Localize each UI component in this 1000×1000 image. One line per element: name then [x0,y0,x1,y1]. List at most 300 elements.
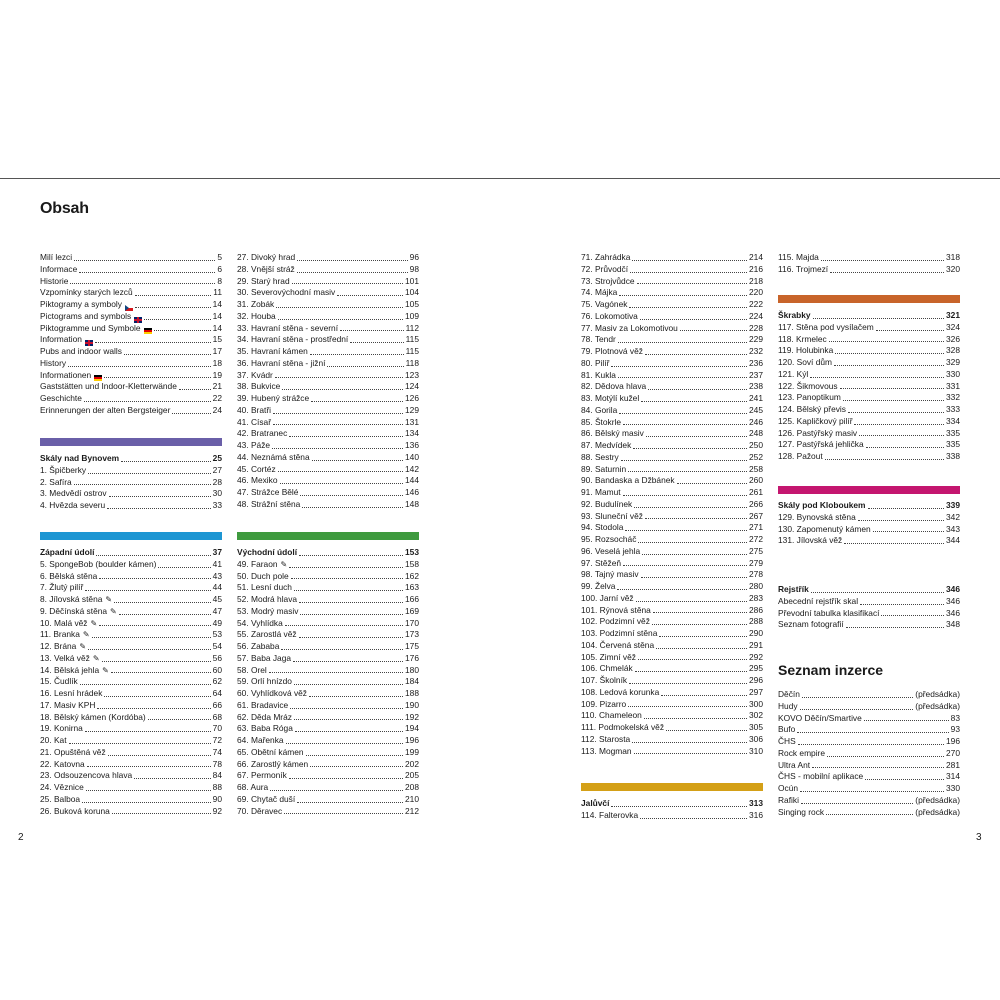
dot-leader [294,719,403,720]
dot-leader [876,330,944,331]
toc-entry-title: 98. Tajný masiv [581,569,639,580]
dot-leader [641,577,747,578]
section-bar-vychod [237,532,419,540]
dot-leader [135,295,212,296]
toc-entry-title: 37. Kvádr [237,369,273,380]
toc-page-number: 220 [749,287,763,298]
dot-leader [135,307,211,308]
dot-leader [619,413,747,414]
toc-entry [40,782,222,794]
toc-entry-title: 75. Vagónek [581,299,628,309]
toc-page-number: 123 [405,369,419,380]
toc-entry-title: 81. Kukla [581,369,616,380]
toc-page-number: 300 [749,698,763,709]
dot-leader [645,354,747,355]
toc-entry [40,311,222,323]
toc-section-heading [581,798,763,810]
toc-page-number: 218 [749,275,763,286]
toc-entry [40,334,222,346]
toc-section-heading [778,310,960,322]
toc-entry [581,346,763,358]
toc-entry-title: 115. Majda [778,252,819,262]
dot-leader [854,424,944,425]
toc-page-number: 346 [946,584,960,594]
toc-page-number: 313 [749,798,763,808]
dot-leader [628,471,747,472]
dot-leader [286,743,403,744]
toc-page-number: 146 [405,487,419,497]
toc-entry [778,713,960,725]
toc-page-number: 64 [212,688,222,698]
section-bar-skrabky [778,295,960,303]
dot-leader [282,389,403,390]
dot-leader [312,460,403,461]
toc-entry [40,676,222,688]
toc-section-heading [778,584,960,596]
toc-entry-title: Bufo [778,724,796,735]
toc-page-number: 25 [212,453,222,463]
toc-entry [778,736,960,748]
toc-entry [237,747,419,759]
toc-entry-title: 70. Děravec [237,805,283,816]
toc-page-number: 288 [749,616,763,627]
dot-leader [85,590,210,591]
dot-leader [70,283,215,284]
toc-page-number: 166 [405,594,419,604]
toc-entry-title: 97. Stěžeň [581,557,622,568]
toc-entry-title: 67. Permoník [237,770,287,781]
climber-icon: ✎ [90,618,98,628]
toc-section-heading [237,547,419,559]
toc-page-number: 306 [749,733,763,744]
dot-leader [840,388,944,389]
toc-page-number: 163 [405,582,419,593]
dot-leader [859,435,944,436]
toc-entry-title: 91. Mamut [581,487,621,497]
toc-page-number: 222 [749,299,763,309]
toc-entry-title: 107. Školník [581,675,628,685]
toc-page-number: 72 [212,735,222,745]
toc-entry-title: 39. Hubený strážce [237,393,310,403]
toc-page-number: 33 [212,500,222,510]
toc-entry-title: 117. Stěna pod vysílačem [778,321,874,332]
toc-page-number: 344 [946,535,960,546]
dot-leader [623,495,747,496]
toc-page-number: 148 [405,498,419,509]
toc-entry-title: 53. Modrý masiv [237,605,299,616]
toc-entry [40,393,222,405]
dot-leader [632,742,747,743]
toc-page-number: 96 [409,252,419,262]
toc-entry [778,748,960,760]
toc-entry [581,334,763,346]
toc-list [778,689,960,818]
dot-leader [119,614,211,615]
dot-leader [848,412,944,413]
toc-entry [237,393,419,405]
toc-entry-title: 124. Bělský převis [778,404,846,414]
toc-entry [581,722,763,734]
dot-leader [281,649,403,650]
toc-page-number: 43 [212,570,222,581]
toc-entry [778,252,960,264]
toc-list [581,798,763,822]
toc-entry-title: 26. Buková koruna [40,805,110,816]
toc-page-number: 328 [946,345,960,356]
dot-leader [179,389,211,390]
toc-page-number: 202 [405,758,419,769]
toc-page-number: 280 [749,581,763,591]
toc-page-number: (předsádka) [915,806,960,817]
toc-entry [40,735,222,747]
dot-leader [652,624,747,625]
toc-entry [778,264,960,276]
section-bar-jaluvci [581,783,763,791]
toc-entry [237,735,419,747]
toc-entry-title: 63. Baba Róga [237,723,293,734]
toc-entry-title: Singing rock [778,806,825,817]
dot-leader [82,802,211,803]
toc-entry [237,440,419,452]
dot-leader [811,592,944,593]
toc-entry [237,641,419,653]
toc-page-number: 279 [749,557,763,568]
toc-page-number: 275 [749,545,763,556]
dot-leader [74,260,215,261]
dot-leader [278,471,403,472]
toc-page-number: 252 [749,451,763,462]
dot-leader [866,447,944,448]
dot-leader [109,496,211,497]
dot-leader [102,661,211,662]
toc-page-number: 331 [946,380,960,391]
toc-page-number: 320 [946,263,960,274]
toc-entry-title: Jalůvčí [581,798,610,808]
toc-entry-title: Information [40,334,82,345]
toc-page-number: 329 [946,357,960,367]
toc-entry [237,417,419,429]
toc-entry [778,608,960,620]
toc-page-number: 324 [946,321,960,332]
toc-entry-title: 54. Vyhlídka [237,617,283,628]
toc-entry [40,712,222,724]
toc-entry [581,558,763,570]
climber-icon: ✎ [102,665,109,675]
toc-entry [237,287,419,299]
toc-page-number: 250 [749,440,763,450]
dot-leader [69,743,211,744]
toc-entry [778,795,960,807]
toc-entry [581,687,763,699]
dot-leader [158,567,210,568]
toc-page-number: 112 [405,322,419,333]
dot-leader [327,366,403,367]
dot-leader [111,672,211,673]
toc-page-number: 62 [212,676,222,687]
toc-entry [237,299,419,311]
dot-leader [294,590,403,591]
dot-leader [297,260,407,261]
toc-entry [237,276,419,288]
toc-entry-title: Převodní tabulka klasifikací [778,607,880,618]
toc-entry [40,629,222,641]
dot-leader [284,813,403,814]
toc-entry-title: Rock empire [778,747,826,758]
toc-entry-title: 109. Pizarro [581,698,627,709]
toc-page-number: 53 [212,629,222,640]
toc-entry [237,499,419,511]
dot-leader [280,483,404,484]
dot-leader [632,260,747,261]
dot-leader [810,377,944,378]
toc-entry [581,511,763,523]
toc-entry [237,723,419,735]
dot-leader [121,461,211,462]
dot-leader [830,272,944,273]
dot-leader [104,696,210,697]
toc-entry-title: 89. Saturnin [581,463,627,474]
toc-entry-title: 78. Tendr [581,334,616,345]
dot-leader [276,307,403,308]
toc-section-heading [778,500,960,512]
dot-leader [637,283,747,284]
toc-entry [40,465,222,477]
toc-page-number: 343 [946,523,960,534]
toc-page-number: 24 [212,404,222,415]
toc-list [778,252,960,276]
toc-page-number: 173 [405,629,419,640]
dot-leader [95,342,211,343]
toc-page-number: 109 [405,310,419,321]
toc-page-number: 190 [405,699,419,710]
toc-page-number: 90 [212,793,222,804]
ads-title: Seznam inzerce [778,662,884,678]
climber-icon: ✎ [110,606,117,616]
toc-entry [237,759,419,771]
toc-page-number: 104 [405,287,419,298]
dot-leader [881,615,944,616]
toc-entry-title: 118. Krmelec [778,333,827,344]
toc-page-number: 216 [749,263,763,274]
dot-leader [87,766,211,767]
dot-leader [310,354,404,355]
toc-page-number: 47 [212,605,222,616]
dot-leader [629,307,747,308]
toc-list [237,547,419,817]
dot-leader [617,589,747,590]
toc-entry-title: 25. Balboa [40,793,81,804]
toc-page-number: 5 [217,252,222,262]
toc-entry-title: Seznam fotografií [778,619,844,630]
toc-entry-title: 22. Katovna [40,758,85,769]
toc-entry-title: 56. Zababa [237,641,280,651]
toc-entry-title: 36. Havraní stěna - jižní [237,357,326,368]
dot-leader [638,542,747,543]
dot-leader [640,319,747,320]
toc-page-number: 333 [946,404,960,414]
toc-page-number: 194 [405,723,419,734]
toc-entry [778,416,960,428]
dot-leader [646,436,747,437]
toc-page-number: 115 [405,346,419,356]
toc-page-number: 74 [212,746,222,757]
toc-page-number: 184 [405,676,419,687]
toc-entry-title: 82. Dědova hlava [581,381,647,392]
toc-entry-title: 94. Stodola [581,522,624,533]
dot-leader [340,330,404,331]
toc-page-number: 260 [749,475,763,486]
toc-entry [40,700,222,712]
dot-leader [289,567,403,568]
toc-entry [778,428,960,440]
toc-page-number: 278 [749,569,763,580]
toc-entry-title: 92. Budulínek [581,498,633,509]
dot-leader [299,602,403,603]
climber-icon: ✎ [280,559,288,569]
toc-entry-title: 68. Aura [237,782,269,792]
toc-entry [778,381,960,393]
toc-list [778,500,960,547]
dot-leader [797,732,948,733]
toc-entry [778,345,960,357]
toc-entry-title: 10. Malá věž [40,617,88,628]
section-bar-klobouk [778,486,960,494]
dot-leader [812,767,944,768]
toc-entry-title: Pictograms and symbols [40,310,132,321]
toc-page-number: 334 [946,415,960,426]
toc-entry-title: Děčín [778,689,800,699]
toc-entry-title: 108. Ledová korunka [581,686,660,697]
toc-entry-title: 35. Havraní kámen [237,346,308,356]
page-number-right: 3 [976,832,982,843]
toc-entry-title: Erinnerungen der alten Bergsteiger [40,404,171,415]
toc-entry-title: 61. Bradavice [237,699,289,710]
toc-entry [581,487,763,499]
toc-entry-title: 51. Lesní duch [237,582,292,593]
toc-entry-title: 15. Čudlík [40,676,78,687]
toc-entry-title: 119. Holubinka [778,345,834,356]
toc-page-number: 131 [405,416,419,427]
toc-entry [237,323,419,335]
toc-entry-title: 103. Podzimní stěna [581,628,658,638]
toc-page-number: 338 [946,451,960,461]
dot-leader [297,802,403,803]
toc-entry-title: 24. Věznice [40,782,84,792]
dot-leader [86,790,211,791]
toc-entry [40,488,222,500]
toc-entry-title: 2. Safíra [40,476,72,487]
dot-leader [860,604,944,605]
toc-entry [581,581,763,593]
toc-entry [581,370,763,382]
dot-leader [350,342,403,343]
toc-page-number: 229 [749,334,763,345]
toc-page-number: 83 [950,712,960,723]
toc-page-number: 237 [749,369,763,380]
toc-page-number: 6 [217,263,222,274]
toc-entry-title: Škrabky [778,310,811,320]
toc-entry [40,477,222,489]
toc-entry-title: 38. Bukvice [237,381,281,392]
toc-entry-title: 130. Zapomenutý kámen [778,523,871,534]
toc-page-number: 88 [212,782,222,792]
toc-entry-title: 21. Opuštěná věž [40,746,106,757]
dot-leader [813,318,944,319]
toc-page-number: 272 [749,534,763,544]
toc-entry [581,663,763,675]
toc-entry-title: 101. Rýnová stěna [581,604,651,615]
toc-entry-title: 48. Strážní stěna [237,498,301,509]
dot-leader [99,625,210,626]
toc-page-number: 281 [946,759,960,770]
section-bar-zapad [40,532,222,540]
climber-icon: ✎ [105,595,113,604]
toc-page-number: 126 [405,393,419,403]
toc-entry [40,594,222,606]
toc-entry-title: 99. Želva [581,581,616,591]
toc-entry-title: Východní údolí [237,547,298,557]
toc-entry [237,252,419,264]
dot-leader [865,779,944,780]
toc-entry [40,358,222,370]
dot-leader [653,612,747,613]
toc-entry [237,464,419,476]
toc-entry [778,771,960,783]
toc-entry [40,370,222,382]
toc-entry [581,699,763,711]
toc-entry-title: Ultra Ant [778,759,811,770]
toc-entry [40,299,222,311]
toc-page-number: 134 [405,428,419,439]
toc-page-number: 41 [212,558,222,569]
toc-page-number: 346 [946,607,960,618]
toc-entry [237,606,419,618]
toc-page-number: 105 [405,299,419,309]
toc-entry [40,287,222,299]
toc-entry-title: 71. Zahrádka [581,252,631,262]
dot-leader [88,473,211,474]
toc-page-number: 30 [212,488,222,499]
dot-leader [285,625,403,626]
toc-entry [778,524,960,536]
toc-entry-title: 76. Lokomotiva [581,310,638,321]
dot-leader [92,637,211,638]
toc-entry [40,653,222,665]
toc-page-number: 267 [749,510,763,521]
toc-page-number: 330 [946,783,960,793]
toc-page-number: 49 [212,617,222,628]
toc-entry-title: Historie [40,275,69,286]
toc-entry-title: 42. Bratranec [237,428,288,439]
toc-page-number: 14 [212,299,222,309]
dot-leader [337,295,403,296]
dot-leader [641,401,747,402]
dot-leader [297,272,408,273]
toc-entry [237,712,419,724]
toc-page-number: (předsádka) [915,689,960,699]
toc-page-number: 180 [405,664,419,675]
toc-page-number: 60 [212,664,222,675]
toc-entry-title: 49. Faraon [237,558,278,569]
toc-entry-title: 110. Chameleon [581,710,642,721]
toc-entry-title: 4. Hvězda severu [40,500,106,510]
toc-entry [40,264,222,276]
dot-leader [680,330,747,331]
toc-entry [581,452,763,464]
toc-page-number: 101 [405,275,419,286]
toc-page-number: 68 [212,711,222,722]
toc-page-number: 70 [212,723,222,734]
